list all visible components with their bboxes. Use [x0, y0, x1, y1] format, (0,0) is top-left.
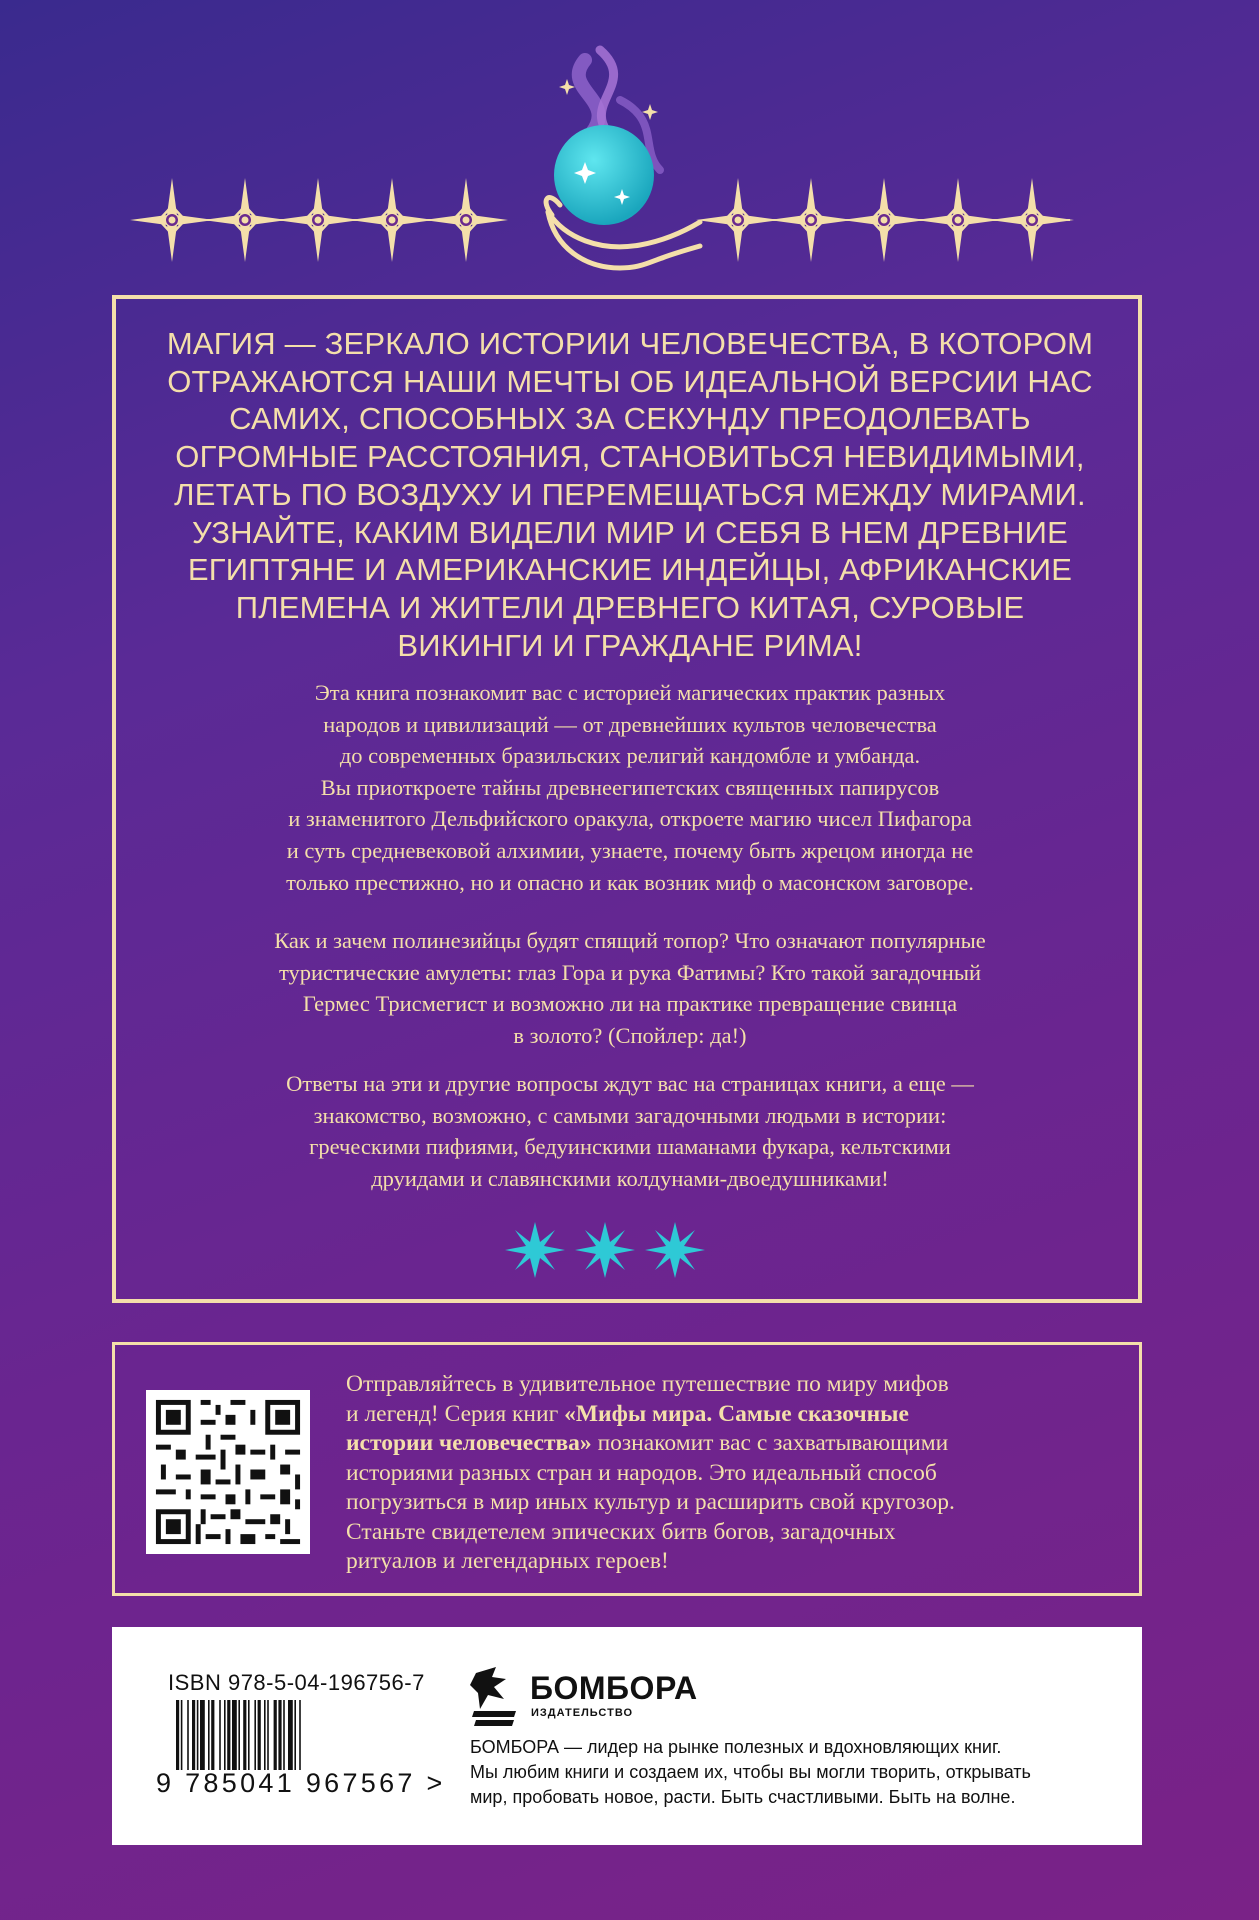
- paragraph-line: Гермес Трисмегист и возможно ли на практике превращение свинца: [302, 991, 958, 1017]
- sparkle-star-icon: [842, 178, 926, 262]
- divider-stars: [500, 1220, 710, 1280]
- sparkle-star-icon: [696, 178, 780, 262]
- barcode-bar: [288, 1700, 293, 1770]
- barcode-bar: [208, 1700, 210, 1770]
- publisher-line: БОМБОРА — лидер на рынке полезных и вдохновляющих книг.: [470, 1737, 1002, 1757]
- paragraph-line: Эта книга познакомит вас с историей магических практик разных: [314, 680, 946, 705]
- barcode-bar: [248, 1700, 250, 1770]
- barcode-bar: [264, 1700, 266, 1770]
- sparkle-star-icon: [990, 178, 1074, 262]
- barcode-bar: [238, 1700, 240, 1770]
- barcode-bar: [254, 1700, 256, 1770]
- headline-line: САМИХ, СПОСОБНЫХ ЗА СЕКУНДУ ПРЕОДОЛЕВАТЬ: [229, 401, 1031, 437]
- paragraph-line: в золото? (Спойлер: да!): [513, 1022, 747, 1048]
- barcode-bar: [187, 1700, 189, 1770]
- paragraph-line: Ответы на эти и другие вопросы ждут вас на страницах книги, а еще —: [286, 1071, 974, 1096]
- paragraph-line: и суть средневековой алхимии, узнаете, почему быть жрецом иногда не: [286, 837, 974, 863]
- barcode-bar: [267, 1700, 269, 1770]
- promo-line: Станьте свидетелем эпических битв богов, загадочных: [346, 1518, 896, 1545]
- promo-line: [346, 1429, 1106, 1459]
- headline: [130, 325, 1130, 664]
- paragraph-line: только престижно, но и опасно и как возник миф о масонском заговоре.: [286, 869, 974, 895]
- description-paragraph-1: [140, 677, 1120, 898]
- headline-line: ОГРОМНЫЕ РАССТОЯНИЯ, СТАНОВИТЬСЯ НЕВИДИМЫМИ,: [175, 439, 1085, 475]
- paragraph-line: до современных бразильских религий кандомбле и умбанда.: [339, 743, 921, 769]
- sparkle-star-icon: [424, 178, 508, 262]
- barcode-bar: [299, 1700, 301, 1770]
- paragraph-line: и знаменитого Дельфийского оракула, откроете магию чисел Пифагора: [288, 806, 972, 832]
- paragraph-line: народов и цивилизаций — от древнейших культов человечества: [323, 711, 937, 737]
- publisher-line: Мы любим книги и создаем их, чтобы вы могли творить, открывать: [470, 1762, 1031, 1782]
- barcode-bar: [283, 1700, 285, 1770]
- promo-text-span: и легенд! Серия книг: [346, 1400, 565, 1427]
- description-paragraph-3: [140, 1068, 1120, 1194]
- sparkle-star-icon: [276, 178, 360, 262]
- barcode-bar: [232, 1700, 237, 1770]
- publisher-description: [470, 1735, 1110, 1810]
- promo-line: историями разных стран и народов. Это идеальный способ: [346, 1459, 937, 1486]
- publisher-line: мир, пробовать новое, расти. Быть счастливыми. Быть на волне.: [470, 1787, 1016, 1807]
- promo-line: погрузиться в мир иных культур и расширить свой кругозор.: [346, 1489, 955, 1515]
- paragraph-line: Как и зачем полинезийцы будят спящий топор? Что означают популярные: [274, 928, 986, 953]
- paragraph-line: греческими пифиями, бедуинскими шаманами фукара, кельтскими: [309, 1134, 951, 1160]
- publisher-name: БОМБОРА: [530, 1670, 698, 1706]
- crystal-ball-icon: [554, 50, 660, 225]
- isbn-label: ISBN 978-5-04-196756-7: [168, 1670, 425, 1695]
- series-title: истории человечества»: [346, 1430, 592, 1456]
- paragraph-line: знакомство, возможно, с самыми загадочными людьми в истории:: [313, 1102, 947, 1128]
- barcode-bar: [224, 1700, 226, 1770]
- sparkle-star-icon: [916, 178, 1000, 262]
- barcode-icon: [176, 1700, 408, 1770]
- barcode-digits: 9 785041 967567 >: [156, 1768, 446, 1798]
- series-title: «Мифы мира. Самые сказочные: [564, 1400, 909, 1427]
- barcode-bar: [258, 1700, 261, 1770]
- sparkle-star-icon: [350, 178, 434, 262]
- barcode-bar: [219, 1700, 221, 1770]
- publisher-subtitle: ИЗДАТЕЛЬСТВО: [531, 1707, 634, 1719]
- headline-line: ЕГИПТЯНЕ И АМЕРИКАНСКИЕ ИНДЕЙЦЫ, АФРИКАНСКИЕ: [187, 552, 1073, 588]
- left-sparkle-row: [130, 178, 508, 262]
- barcode-bar: [278, 1700, 281, 1770]
- barcode-bar: [192, 1700, 195, 1770]
- series-promo-text: [346, 1370, 1106, 1577]
- headline-line: МАГИЯ — ЗЕРКАЛО ИСТОРИИ ЧЕЛОВЕЧЕСТВА, В КОТОРОМ: [166, 326, 1094, 361]
- barcode-bar: [181, 1700, 183, 1770]
- teal-star-icon: [505, 1222, 565, 1278]
- top-ornament: [0, 40, 1259, 290]
- promo-line: Отправляйтесь в удивительное путешествие по миру мифов: [346, 1371, 949, 1397]
- teal-star-icon: [575, 1222, 635, 1278]
- barcode-bar: [243, 1700, 246, 1770]
- paragraph-line: туристические амулеты: глаз Гора и рука Фатимы? Кто такой загадочный: [278, 959, 982, 985]
- paragraph-line: Вы приоткроете тайны древнеегипетских священных папирусов: [320, 774, 940, 800]
- barcode-bar: [227, 1700, 230, 1770]
- promo-line: [346, 1400, 1106, 1430]
- teal-star-icon: [645, 1222, 705, 1278]
- sparkle-star-icon: [769, 178, 853, 262]
- sparkle-star-icon: [203, 178, 287, 262]
- headline-line: ОТРАЖАЮТСЯ НАШИ МЕЧТЫ ОБ ИДЕАЛЬНОЙ ВЕРСИИ НАС: [167, 363, 1093, 399]
- qr-code-icon: [146, 1390, 310, 1554]
- promo-line: ритуалов и легендарных героев!: [346, 1548, 669, 1574]
- barcode-bar: [197, 1700, 199, 1770]
- headline-line: УЗНАЙТЕ, КАКИМ ВИДЕЛИ МИР И СЕБЯ В НЕМ ДРЕВНИЕ: [191, 514, 1068, 550]
- headline-line: ВИКИНГИ И ГРАЖДАНЕ РИМА!: [397, 627, 863, 663]
- description-paragraph-2: [140, 925, 1120, 1051]
- barcode-bar: [211, 1700, 214, 1770]
- paragraph-line: друидами и славянскими колдунами-двоедушниками!: [371, 1165, 889, 1191]
- right-sparkle-row: [696, 178, 1074, 262]
- barcode-bar: [274, 1700, 277, 1770]
- barcode-bar: [294, 1700, 296, 1770]
- headline-line: ЛЕТАТЬ ПО ВОЗДУХУ И ПЕРЕМЕЩАТЬСЯ МЕЖДУ МИРАМИ.: [174, 476, 1086, 512]
- barcode-bar: [176, 1700, 179, 1770]
- headline-line: ПЛЕМЕНА И ЖИТЕЛИ ДРЕВНЕГО КИТАЯ, СУРОВЫЕ: [235, 589, 1025, 625]
- sparkle-star-icon: [130, 178, 214, 262]
- barcode-bar: [200, 1700, 205, 1770]
- promo-text-span: познакомит вас с захватывающими: [591, 1430, 949, 1456]
